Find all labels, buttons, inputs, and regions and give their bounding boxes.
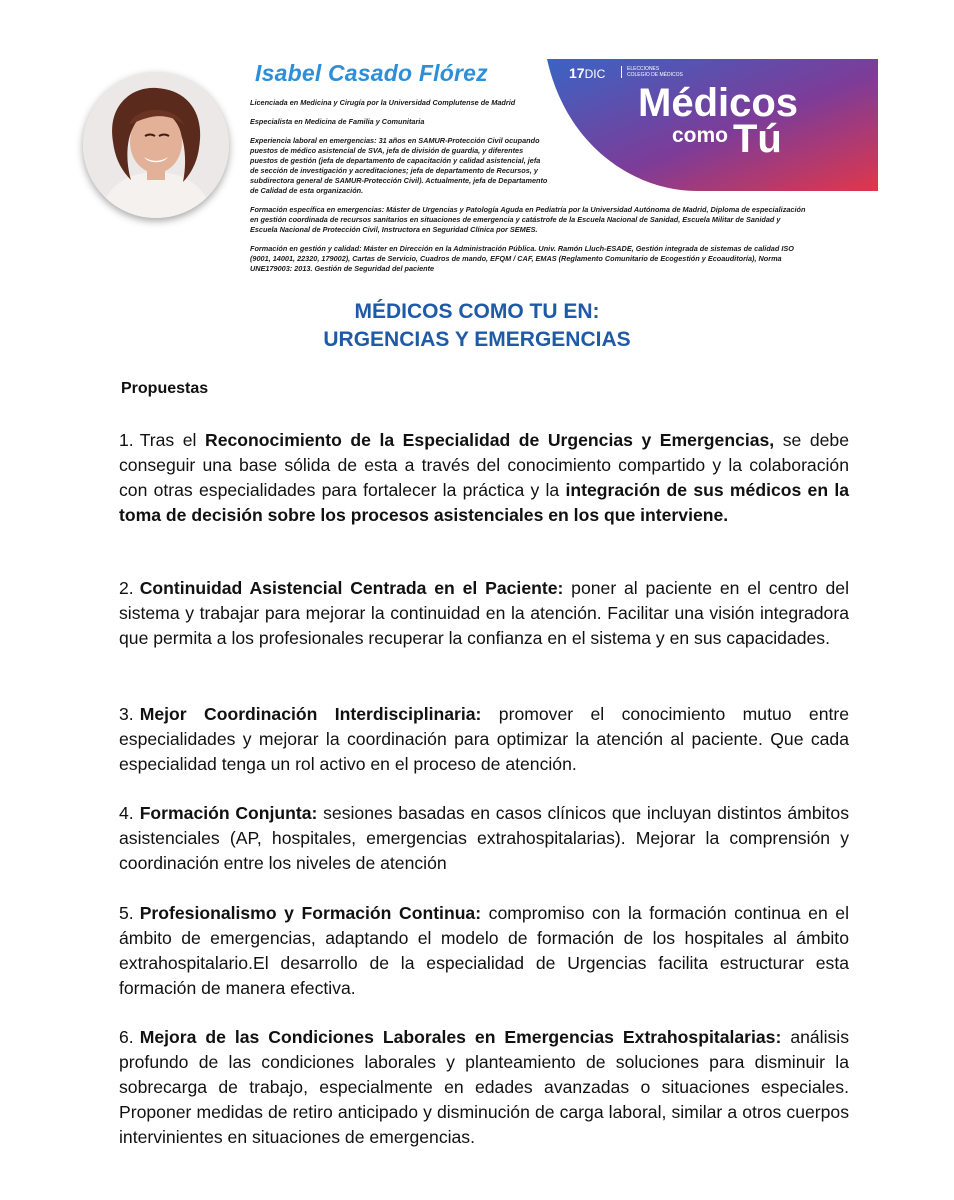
proposal-5 [119,901,849,1001]
proposal-text: sesiones basadas en casos clínicos que incluyan distintos ámbitos asistenciales (AP, hospitales, emergencias extrahospitalarias). Mejorar la comprensión y coordinación entre los niveles de atención [119,803,849,873]
campaign-banner [547,59,878,191]
proposal-number: 1. [119,430,134,450]
proposal-text: análisis profundo de las condiciones laborales y planteamiento de soluciones para disminuir la sobrecarga de trabajo, especialmente en edades avanzadas o situaciones especiales. Proponer medidas de retiro anticipado y disminución de carga laboral, similar a otros cuerpos intervinientes en situaciones de emergencias. [119,1027,849,1147]
banner-title-como: como [672,124,729,147]
banner-title-tu: Tú [733,117,782,161]
proposal-text: poner al paciente en el centro del sistema y trabajar para mejorar la continuidad en la atención. Facilitar una visión integradora que permita a los profesionales recuperar la confianza en el sistema y en sus capacidades. [119,578,849,648]
proposal-heading: Mejora de las Condiciones Laborales en Emergencias Extrahospitalarias: [139,1027,782,1047]
proposal-emphasis: integración de sus médicos en la toma de decisión sobre los procesos asistenciales en los que interviene. [119,480,849,525]
proposal-4 [119,801,849,876]
proposal-number: 6. [119,1027,134,1047]
proposal-text: compromiso con la formación continua en el ámbito de emergencias, adaptando el modelo de formación de los hospitales al ámbito extrahospitalario.El desarrollo de la especialidad de Urgencias facilita estructurar esta formación de manera efectiva. [119,903,849,998]
election-caption-line1: ELECCIONES [627,66,660,72]
proposal-2 [119,576,849,651]
proposal-number: 4. [119,803,134,823]
proposal-1 [119,428,849,528]
page-title [0,298,954,354]
proposal-heading: Formación Conjunta: [139,803,318,823]
proposal-text: promover el conocimiento mutuo entre especialidades y mejorar la coordinación para optimizar la atención al paciente. Que cada especialidad tenga un rol activo en el proceso de atención. [119,704,850,774]
banner-title-medicos: Médicos [638,81,799,125]
cv-block-narrow [250,98,550,205]
portrait-illustration [83,72,229,218]
proposal-heading: Profesionalismo y Formación Continua: [139,903,482,923]
election-date [569,65,605,81]
proposal-number: 2. [119,578,134,598]
proposal-6 [119,1025,849,1150]
proposal-number: 5. [119,903,134,923]
page-title-line1: MÉDICOS COMO TU EN: [354,300,600,323]
cv-degree: Licenciada en Medicina y Cirugía por la Universidad Complutense de Madrid [250,98,516,107]
proposal-heading: Continuidad Asistencial Centrada en el Paciente: [139,578,564,598]
election-caption-line2: COLEGIO DE MÉDICOS [627,72,683,78]
proposal-number: 3. [119,704,134,724]
cv-emergency-training: Formación específica en emergencias: Máster de Urgencias y Patología Aguda en Pediatría por la Universidad Autónoma de Madrid, Diploma de especialización en gestión coordinada de recursos sanitarios en situaciones de emergencia y catástrofe de la Escuela Nacional de Sanidad, Escuela Militar de Sanidad y Escuela Nacional de Protección Civil, Instructora en Seguridad Clínica por SEMES. [250,205,806,234]
proposal-heading: Reconocimiento de la Especialidad de Urgencias y Emergencias, [205,430,775,450]
cv-experience: Experiencia laboral en emergencias: 31 años en SAMUR-Protección Civil ocupando puestos de médico asistencial de SVA, jefa de división de guardia, y diferentes puestos de gestión (jefa de departamento de capacitación y calidad asistencial, jefa de sección de investigación y acreditaciones; jefa de departamento de Recursos, y subdirectora general de SAMUR-Protección Civil). Actualmente, jefa de Departamento de Calidad de esta organización. [250,136,548,195]
section-label: Propuestas [121,380,209,397]
election-caption [621,66,683,78]
date-day: 17 [569,65,585,81]
date-month: DIC [584,67,606,81]
candidate-name: Isabel Casado Flórez [255,60,488,86]
proposal-3 [119,702,849,777]
page-title-line2: URGENCIAS Y EMERGENCIAS [323,328,631,351]
cv-specialty: Especialista en Medicina de Familia y Comunitaria [250,117,425,126]
cv-management-training: Formación en gestión y calidad: Máster en Dirección en la Administración Pública. Univ. Ramón Lluch-ESADE, Gestión integrada de sistemas de calidad ISO (9001, 14001, 22320, 179002), Cartas de Servicio, Cuadros de mando, EFQM / CAF, EMAS (Reglamento Comunitario de Ecogestión y Ecoauditoría), Norma UNE179003: 2013. Gestión de Seguridad del paciente [250,244,794,273]
proposal-heading: Mejor Coordinación Interdisciplinaria: [139,704,482,724]
candidate-photo [83,72,229,218]
proposal-text: se debe conseguir una base sólida de esta a través del conocimiento compartido y la colaboración con otras especialidades para fortalecer la práctica y la [119,430,849,500]
cv-block-wide [250,205,810,283]
proposal-text: Tras el [139,430,205,450]
